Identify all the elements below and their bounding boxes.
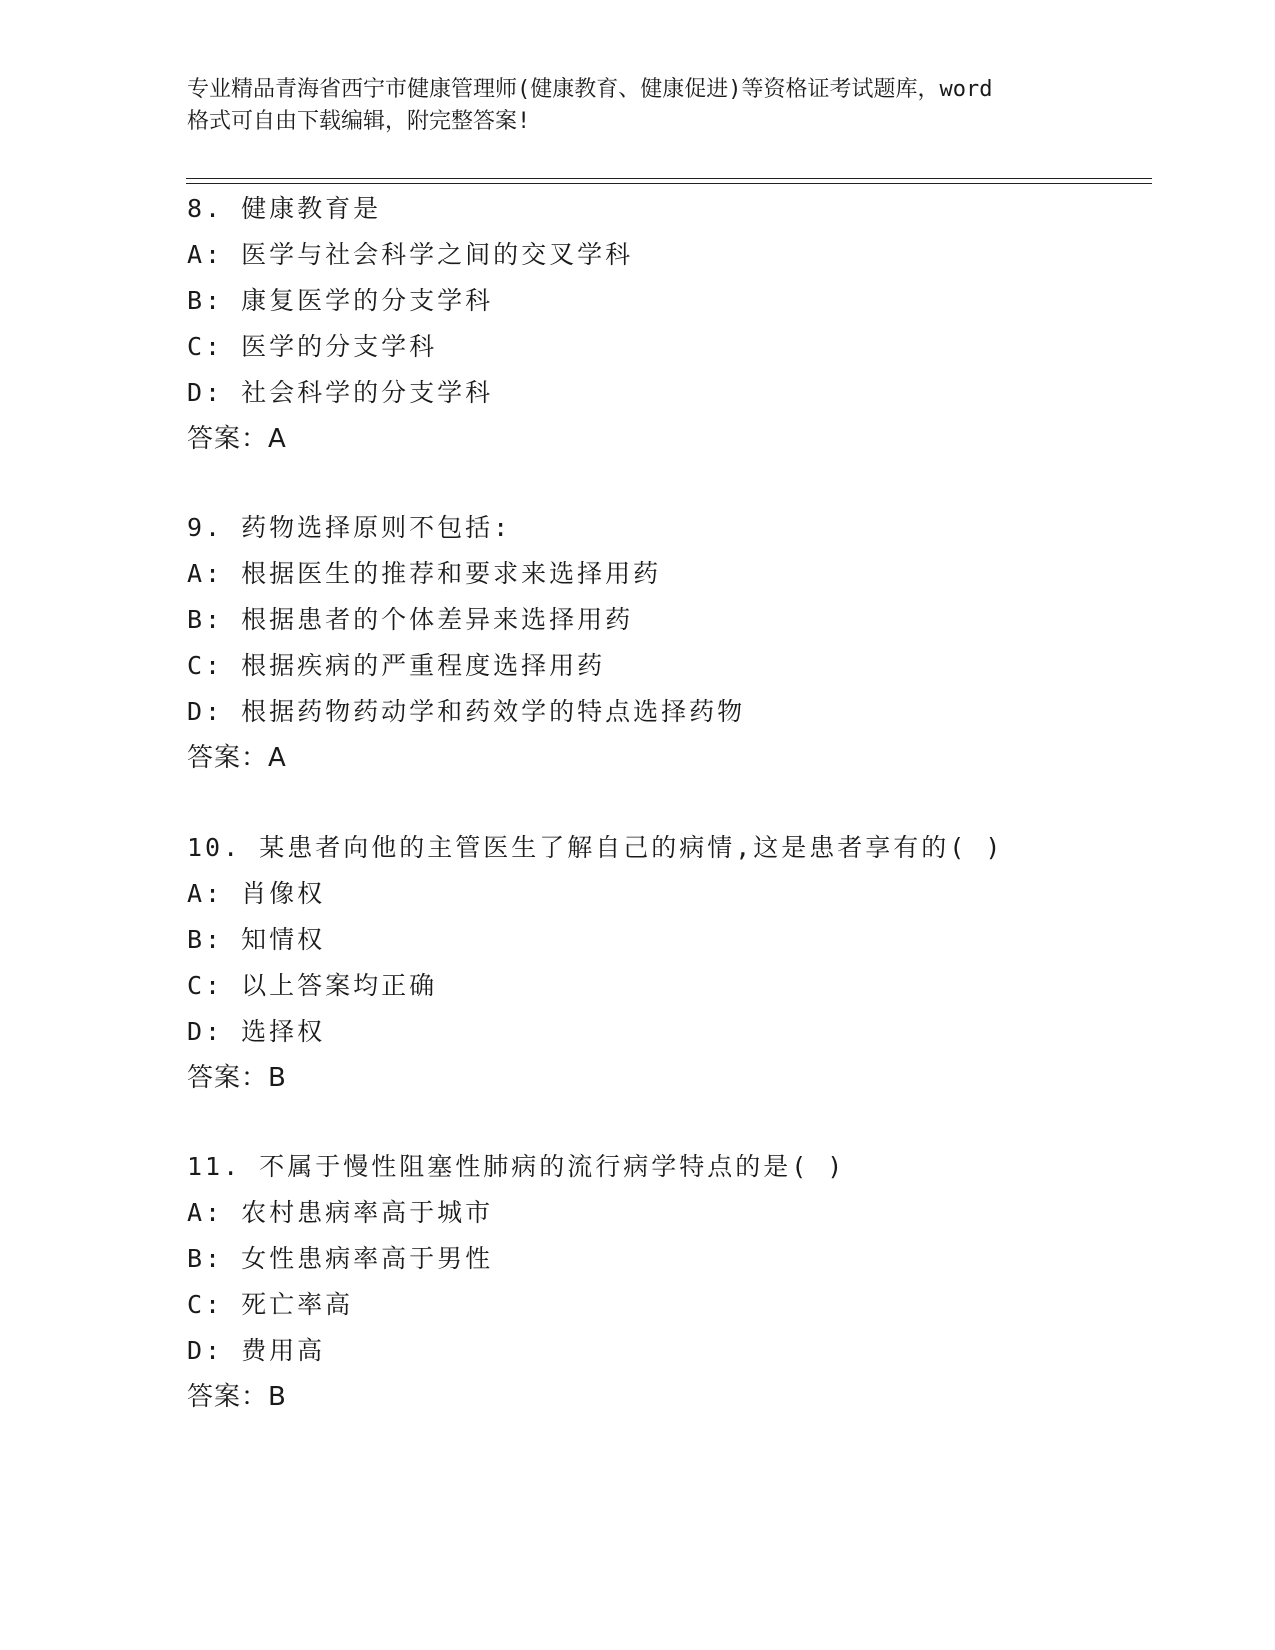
document-header bbox=[187, 74, 1087, 138]
option-a: A: 农村患病率高于城市 bbox=[187, 1198, 494, 1227]
option-d: D: 社会科学的分支学科 bbox=[187, 378, 494, 407]
answer: 答案：B bbox=[187, 1382, 287, 1412]
option-c: C: 死亡率高 bbox=[187, 1290, 354, 1319]
option-d: D: 费用高 bbox=[187, 1336, 326, 1365]
option-d: D: 选择权 bbox=[187, 1017, 326, 1046]
question-10 bbox=[187, 825, 1187, 1101]
question-stem: 8. 健康教育是 bbox=[187, 194, 382, 223]
header-divider-top bbox=[186, 178, 1152, 179]
answer: 答案：A bbox=[187, 743, 287, 773]
option-b: B: 知情权 bbox=[187, 925, 326, 954]
option-a: A: 肖像权 bbox=[187, 879, 326, 908]
answer: 答案：A bbox=[187, 424, 287, 454]
option-a: A: 根据医生的推荐和要求来选择用药 bbox=[187, 559, 662, 588]
option-b: B: 女性患病率高于男性 bbox=[187, 1244, 494, 1273]
option-c: C: 医学的分支学科 bbox=[187, 332, 438, 361]
option-c: C: 以上答案均正确 bbox=[187, 971, 438, 1000]
option-d: D: 根据药物药动学和药效学的特点选择药物 bbox=[187, 697, 746, 726]
question-9 bbox=[187, 505, 1187, 781]
question-8 bbox=[187, 186, 1187, 462]
question-stem: 11. 不属于慢性阻塞性肺病的流行病学特点的是( ) bbox=[187, 1152, 846, 1181]
option-b: B: 根据患者的个体差异来选择用药 bbox=[187, 605, 634, 634]
header-line-2: 格式可自由下载编辑，附完整答案! bbox=[187, 109, 531, 134]
header-line-1: 专业精品青海省西宁市健康管理师(健康教育、健康促进)等资格证考试题库，word bbox=[187, 77, 993, 102]
header-divider-bottom bbox=[186, 183, 1152, 184]
option-c: C: 根据疾病的严重程度选择用药 bbox=[187, 651, 606, 680]
answer: 答案：B bbox=[187, 1063, 287, 1093]
option-b: B: 康复医学的分支学科 bbox=[187, 286, 494, 315]
question-stem: 10. 某患者向他的主管医生了解自己的病情,这是患者享有的( ) bbox=[187, 833, 1004, 862]
option-a: A: 医学与社会科学之间的交叉学科 bbox=[187, 240, 634, 269]
question-stem: 9. 药物选择原则不包括: bbox=[187, 513, 512, 542]
question-11 bbox=[187, 1144, 1187, 1420]
